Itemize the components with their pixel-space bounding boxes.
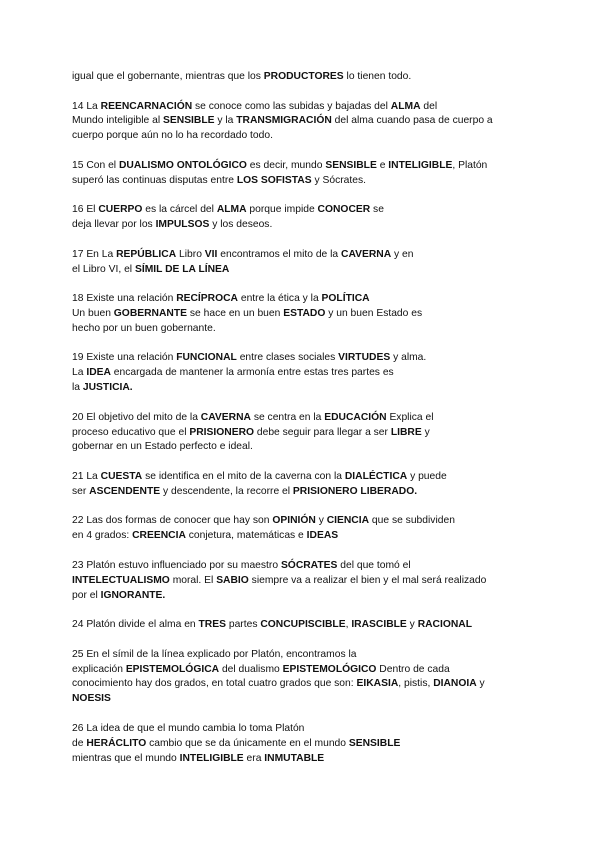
text-line xyxy=(72,574,540,589)
bold-term: EPISTEMOLÓGICO xyxy=(282,663,377,675)
text-run: 15 Con el xyxy=(72,159,119,171)
text-line xyxy=(72,722,540,737)
text-run: partes xyxy=(225,619,261,631)
text-line xyxy=(72,322,540,337)
text-run: que se subdividen xyxy=(369,515,455,527)
bold-term: CAVERNA xyxy=(341,248,392,260)
text-run: explicación xyxy=(72,663,126,675)
bold-term: IDEA xyxy=(86,367,111,379)
text-run: se identifica en el mito de la caverna con la xyxy=(142,470,345,482)
bold-term: POLÍTICA xyxy=(321,293,370,305)
bold-term: LOS SOFISTAS xyxy=(236,174,312,186)
text-line xyxy=(72,440,540,455)
bold-term: VII xyxy=(204,248,218,260)
text-run: ser xyxy=(72,485,90,497)
bold-term: CREENCIA xyxy=(132,530,186,542)
bold-term: REPÚBLICA xyxy=(116,248,177,260)
text-run: y xyxy=(315,515,327,527)
text-run: 17 En La xyxy=(72,248,117,260)
text-run: entre clases sociales xyxy=(236,352,339,364)
text-run: de xyxy=(72,737,87,749)
text-line xyxy=(72,203,540,218)
text-run: conocimiento hay dos grados, en total cuatro grados que son: xyxy=(72,678,357,690)
bold-term: RACIONAL xyxy=(417,619,473,631)
text-line xyxy=(72,411,540,426)
bold-term: PRISIONERO xyxy=(189,426,255,438)
text-line xyxy=(72,114,540,129)
text-run: debe seguir para llegar a ser xyxy=(254,426,391,438)
text-run: el Libro VI, el xyxy=(72,263,135,275)
text-run: y en xyxy=(391,248,414,260)
text-run: y Sócrates. xyxy=(311,174,366,186)
bold-term: TRANSMIGRACIÓN xyxy=(236,115,332,127)
text-line xyxy=(72,307,540,322)
text-run: en 4 grados: xyxy=(72,530,133,542)
text-line xyxy=(72,381,540,396)
text-line xyxy=(72,559,540,574)
text-run: 23 Platón estuvo influenciado por su maestro xyxy=(72,559,281,571)
text-run: La xyxy=(72,367,87,379)
paragraph xyxy=(72,559,540,604)
text-line xyxy=(72,351,540,366)
bold-term: VIRTUDES xyxy=(338,352,391,364)
bold-term: EPISTEMOLÓGICA xyxy=(125,663,220,675)
text-run: y la xyxy=(214,115,237,127)
text-run: del xyxy=(420,100,438,112)
text-run: superó las continuas disputas entre xyxy=(72,174,237,186)
text-run: del alma cuando pasa de cuerpo a xyxy=(331,115,493,127)
text-run: y xyxy=(476,678,485,690)
bold-term: PRODUCTORES xyxy=(263,71,344,82)
paragraph xyxy=(72,203,540,233)
text-line xyxy=(72,292,540,307)
text-run: se conoce como las subidas y bajadas del xyxy=(192,100,391,112)
bold-term: SENSIBLE xyxy=(348,737,401,749)
text-run: cambio que se da únicamente en el mundo xyxy=(146,737,349,749)
text-run: y un buen Estado es xyxy=(325,307,423,319)
bold-term: SENSIBLE xyxy=(325,159,377,171)
text-run: Libro xyxy=(176,248,205,260)
bold-term: DIANOIA xyxy=(433,678,477,690)
bold-term: HERÁCLITO xyxy=(86,737,147,749)
text-line xyxy=(72,174,540,189)
text-run: se hace en un buen xyxy=(187,307,284,319)
text-run: porque impide xyxy=(246,204,318,216)
bold-term: CUESTA xyxy=(100,470,143,482)
bold-term: IDEAS xyxy=(306,530,339,542)
text-line xyxy=(72,218,540,233)
bold-term: CONOCER xyxy=(317,204,371,216)
text-run: lo tienen todo. xyxy=(343,71,412,82)
text-run: del que tomó el xyxy=(337,559,411,571)
bold-term: INTELIGIBLE xyxy=(388,159,453,171)
bold-term: FUNCIONAL xyxy=(176,352,237,364)
text-line xyxy=(72,248,540,263)
bold-term: INMUTABLE xyxy=(264,752,325,764)
paragraph xyxy=(72,292,540,337)
bold-term: ALMA xyxy=(390,100,421,112)
text-line xyxy=(72,663,540,678)
text-line xyxy=(72,692,540,707)
text-run: se centra en la xyxy=(250,411,325,423)
text-run: la xyxy=(72,382,83,394)
text-run: hecho por un buen gobernante. xyxy=(72,322,216,334)
text-run: era xyxy=(243,752,265,764)
bold-term: IRASCIBLE xyxy=(351,619,407,631)
bold-term: OPINIÓN xyxy=(272,515,316,527)
paragraph xyxy=(72,100,540,145)
text-run: entre la ética y la xyxy=(237,293,322,305)
bold-term: IMPULSOS xyxy=(155,219,210,231)
text-run: encontramos el mito de la xyxy=(217,248,342,260)
text-line xyxy=(72,426,540,441)
text-run: 18 Existe una relación xyxy=(72,293,177,305)
bold-term: IGNORANTE. xyxy=(100,589,166,601)
text-run: 20 El objetivo del mito de la xyxy=(72,411,201,423)
bold-term: SÓCRATES xyxy=(280,559,338,571)
text-run: 26 La idea de que el mundo cambia lo toma Platón xyxy=(72,722,305,734)
text-run: moral. El xyxy=(169,574,217,586)
text-run: se xyxy=(370,204,384,216)
text-line xyxy=(72,263,540,278)
text-run: Un buen xyxy=(72,307,114,319)
paragraph xyxy=(72,514,540,544)
text-run: y puede xyxy=(407,470,447,482)
text-line xyxy=(72,589,540,604)
paragraph xyxy=(72,722,540,767)
text-line xyxy=(72,648,540,663)
text-run: , xyxy=(345,619,352,631)
paragraph xyxy=(72,470,540,500)
paragraph xyxy=(72,248,540,278)
bold-term: GOBERNANTE xyxy=(113,307,188,319)
text-run: y alma. xyxy=(390,352,427,364)
bold-term: NOESIS xyxy=(72,693,111,705)
text-line xyxy=(72,100,540,115)
bold-term: INTELECTUALISMO xyxy=(72,574,170,586)
text-run: gobernar en un Estado perfecto e ideal. xyxy=(72,441,253,453)
paragraph xyxy=(72,648,540,708)
bold-term: JUSTICIA. xyxy=(82,382,133,394)
text-run: encargada de mantener la armonía entre estas tres partes es xyxy=(110,367,394,379)
bold-term: ALMA xyxy=(216,204,247,216)
bold-term: PRISIONERO LIBERADO. xyxy=(292,485,418,497)
text-run: y xyxy=(421,426,430,438)
text-run: Mundo inteligible al xyxy=(72,115,164,127)
text-run: Explica el xyxy=(386,411,434,423)
bold-term: TRES xyxy=(198,619,226,631)
text-run: 21 La xyxy=(72,470,101,482)
text-run: igual que el gobernante, mientras que los xyxy=(72,71,264,82)
bold-term: CIENCIA xyxy=(326,515,370,527)
bold-term: CUERPO xyxy=(98,204,143,216)
text-line xyxy=(72,129,540,144)
bold-term: INTELIGIBLE xyxy=(179,752,244,764)
text-run: cuerpo porque aún no lo ha recordado todo. xyxy=(72,130,273,142)
text-line xyxy=(72,529,540,544)
text-run: 19 Existe una relación xyxy=(72,352,177,364)
text-run: , pistis, xyxy=(398,678,434,690)
text-line xyxy=(72,485,540,500)
bold-term: REENCARNACIÓN xyxy=(100,100,193,112)
text-run: y descendente, la recorre el xyxy=(160,485,293,497)
paragraph xyxy=(72,618,540,633)
paragraph xyxy=(72,351,540,396)
text-line xyxy=(72,470,540,485)
bold-term: DIALÉCTICA xyxy=(344,470,408,482)
text-run: e xyxy=(376,159,389,171)
text-line xyxy=(72,514,540,529)
bold-term: CAVERNA xyxy=(200,411,251,423)
text-line xyxy=(72,752,540,767)
paragraph xyxy=(72,159,540,189)
paragraph xyxy=(72,70,540,85)
bold-term: EDUCACIÓN xyxy=(324,411,387,423)
text-run: por el xyxy=(72,589,101,601)
bold-term: SENSIBLE xyxy=(163,115,215,127)
text-run: siempre va a realizar el bien y el mal será realizado xyxy=(248,574,487,586)
text-line xyxy=(72,70,540,85)
bold-term: SABIO xyxy=(216,574,249,586)
text-run: proceso educativo que el xyxy=(72,426,190,438)
text-run: deja llevar por los xyxy=(72,219,156,231)
text-run: 25 En el símil de la línea explicado por Platón, encontramos la xyxy=(72,648,357,660)
text-line xyxy=(72,737,540,752)
text-line xyxy=(72,618,540,633)
text-line xyxy=(72,159,540,174)
text-run: mientras que el mundo xyxy=(72,752,180,764)
bold-term: RECÍPROCA xyxy=(176,293,238,305)
text-run: 24 Platón divide el alma en xyxy=(72,619,199,631)
bold-term: EIKASIA xyxy=(356,678,399,690)
bold-term: ASCENDENTE xyxy=(89,485,161,497)
text-run: 22 Las dos formas de conocer que hay son xyxy=(72,515,273,527)
text-run: y xyxy=(406,619,418,631)
bold-term: ESTADO xyxy=(283,307,326,319)
bold-term: LIBRE xyxy=(390,426,422,438)
text-run: y los deseos. xyxy=(209,219,273,231)
text-run: 14 La xyxy=(72,100,101,112)
text-line xyxy=(72,366,540,381)
document-body xyxy=(72,70,540,767)
text-run: 16 El xyxy=(72,204,99,216)
text-run: , Platón xyxy=(452,159,488,171)
text-run: es la cárcel del xyxy=(142,204,217,216)
text-run: conjetura, matemáticas e xyxy=(185,530,307,542)
text-run: Dentro de cada xyxy=(376,663,450,675)
text-run: es decir, mundo xyxy=(246,159,326,171)
bold-term: SÍMIL DE LA LÍNEA xyxy=(134,263,230,275)
paragraph xyxy=(72,411,540,456)
bold-term: DUALISMO ONTOLÓGICO xyxy=(118,159,247,171)
text-line xyxy=(72,677,540,692)
bold-term: CONCUPISCIBLE xyxy=(260,619,346,631)
text-run: del dualismo xyxy=(219,663,283,675)
